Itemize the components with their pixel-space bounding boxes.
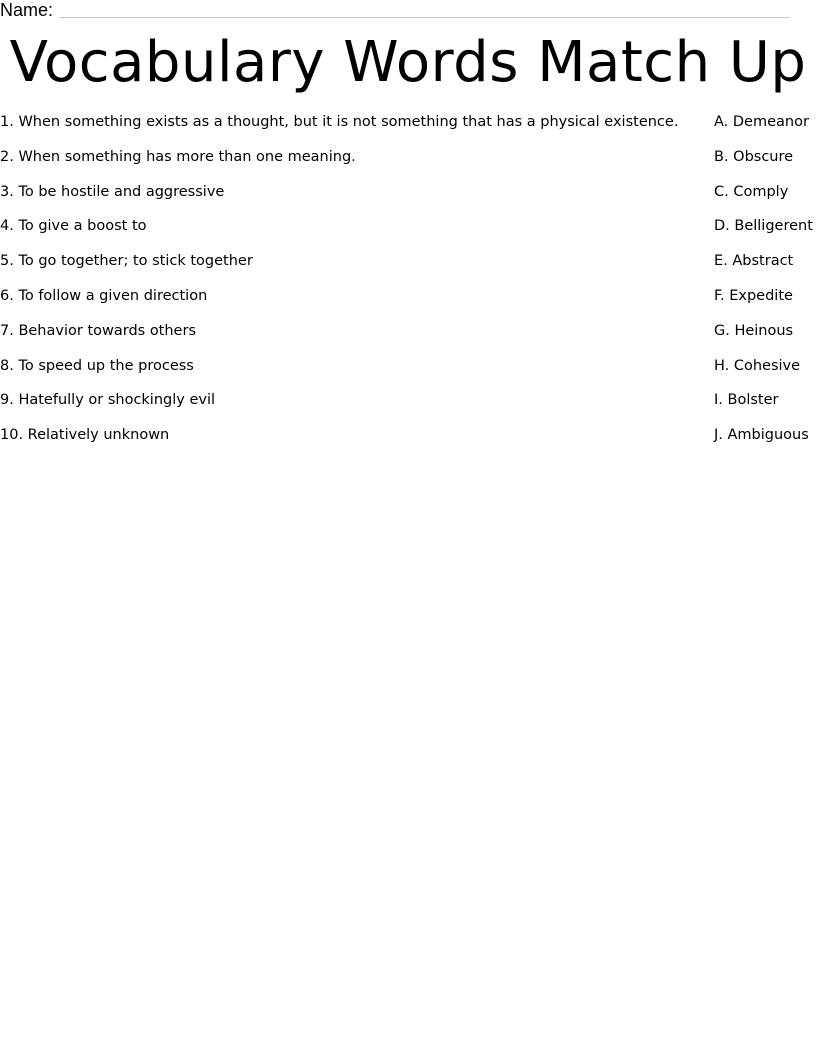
clue-item: 4. To give a boost to [0, 218, 147, 235]
page-title: Vocabulary Words Match Up [9, 30, 807, 95]
name-row [0, 0, 790, 20]
answer-item: B. Obscure [714, 148, 794, 165]
answer-item: A. Demeanor [714, 114, 809, 130]
clue-item: 6. To follow a given direction [0, 287, 208, 304]
clue-item: 5. To go together; to stick together [0, 253, 253, 270]
clue-item: 9. Hatefully or shockingly evil [0, 392, 216, 409]
name-label: Name: [0, 0, 54, 20]
clue-item: 7. Behavior towards others [0, 322, 196, 339]
answer-item: D. Belligerent [714, 218, 813, 235]
clue-list [0, 112, 700, 460]
clue-item: 1. When something exists as a thought, but it is not something that has a physical existence. [0, 114, 679, 130]
answer-list [714, 112, 816, 460]
answer-item: E. Abstract [714, 253, 794, 270]
answer-item: H. Cohesive [714, 357, 801, 374]
answer-item: F. Expedite [714, 287, 793, 304]
answer-item: C. Comply [714, 183, 789, 200]
name-line[interactable] [59, 17, 790, 18]
clue-item: 10. Relatively unknown [0, 427, 170, 444]
clue-item: 8. To speed up the process [0, 357, 194, 374]
answer-item: I. Bolster [714, 392, 779, 409]
answer-item: J. Ambiguous [714, 427, 809, 444]
answer-item: G. Heinous [714, 322, 794, 339]
clue-item: 2. When something has more than one meaning. [0, 148, 356, 165]
clue-item: 3. To be hostile and aggressive [0, 183, 225, 200]
